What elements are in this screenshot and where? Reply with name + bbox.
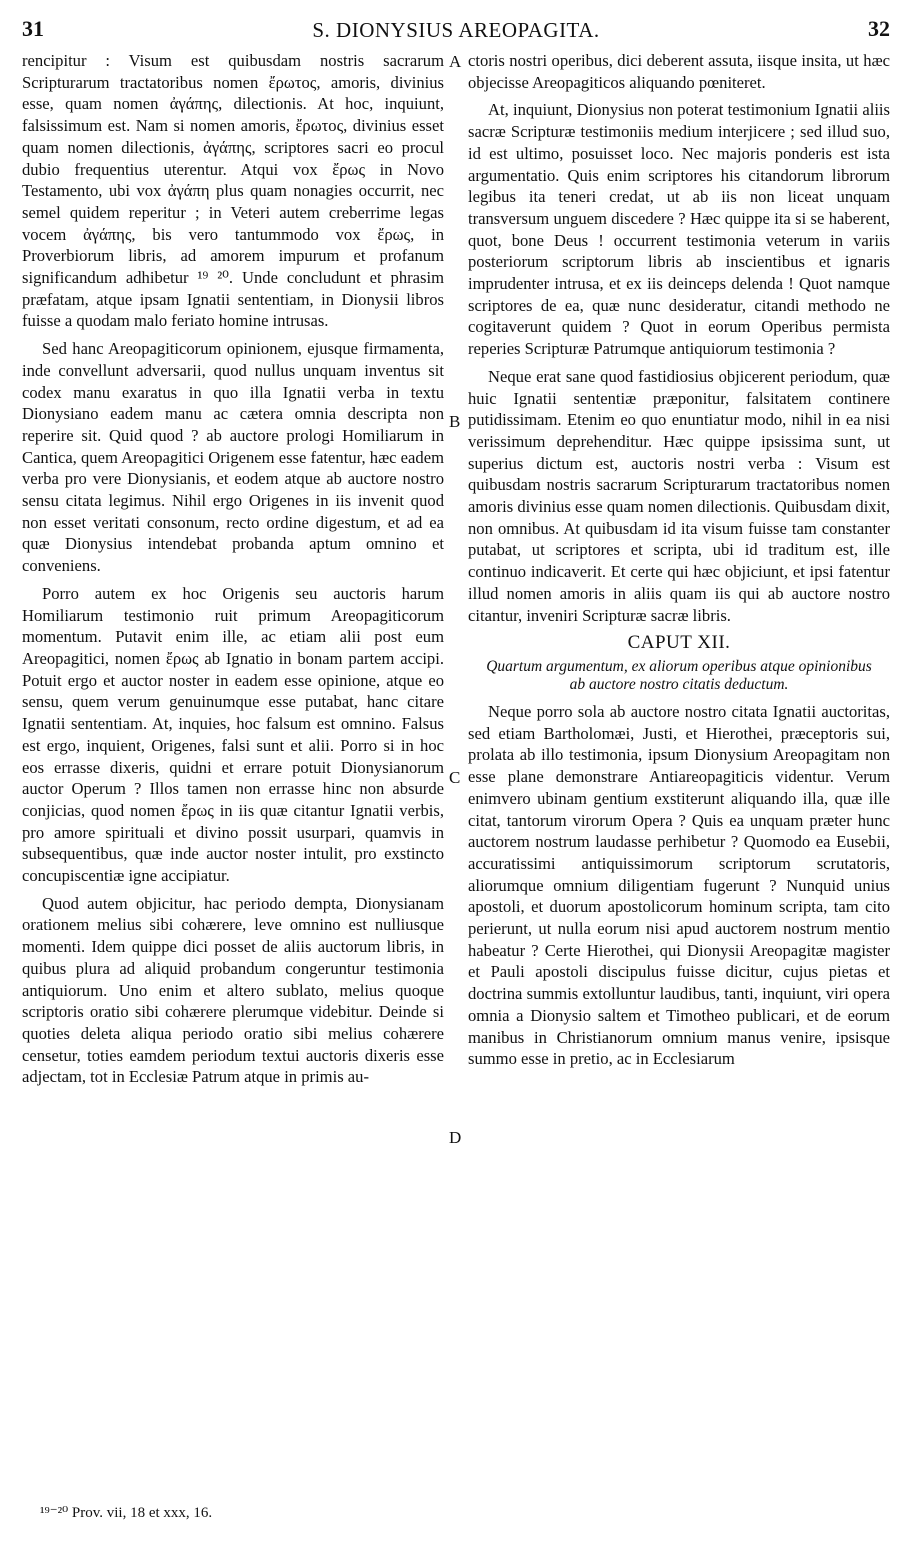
chapter-subtitle: Quartum argumentum, ex aliorum operibus atque opinionibus ab auctore nostro citatis deductum. <box>486 657 872 694</box>
margin-marker-a: A <box>449 52 462 71</box>
page-number-left: 31 <box>22 16 44 41</box>
paragraph: ctoris nostri operibus, dici deberent assuta, iisque insita, ut hæc objecisse Areopagiticos aliquando pœniteret. <box>468 51 890 92</box>
margin-marker-d: D <box>449 1128 462 1147</box>
right-column <box>468 50 890 1070</box>
margin-marker-c: C <box>449 768 461 787</box>
paragraph: Porro autem ex hoc Origenis seu auctoris harum Homiliarum testimonio ruit primum Areopagiticorum momentum. Putavit enim ille, ac etiam alii post eum Areopagitici, nomen ἔρως ab Ignatio in bonam partem accipi. Potuit ergo et auctor noster in eadem esse opinione, atque eo sensu, quem verum genuinumque esse putabat, hanc citare Ignatii sententiam. At, inquies, hoc falsum est omnino. Falsus est ergo, inquient, Origenes, falsi sunt et alii. Porro si in hoc eos errasse dixeris, quidni et errare potuit Dionysianorum auctor Operum ? Illos tamen non errasse hinc non absurde conjicias, quod nomen ἔρως in iis quæ citantur Ignatii verbis, pro amore spirituali et divino possit usurpari, quamvis in subsequentibus, quæ inde auctor noster intulit, pro exstincto concupiscentiæ igne accipiatur. <box>22 583 444 886</box>
paragraph: Quod autem objicitur, hac periodo dempta, Dionysianam orationem melius sibi cohærere, leve omnino est nulliusque momenti. Idem quippe dici posset de aliis auctorum libris, in quibus plura ad aliquid probandum congeruntur testimonia antiquiorum. Uno enim et altero sublato, melius quoque scriptoris oratio sibi cohærere plerumque videbitur. Deinde si quoties deleta aliqua periodo oratio sibi melius cohærere censetur, toties eamdem periodum textui auctoris dixeris esse adjectam, tot in Ecclesiæ Patrum atque in primis au- <box>22 893 444 1087</box>
running-title: S. DIONYSIUS AREOPAGITA. <box>312 18 600 42</box>
page-number-right: 32 <box>868 16 890 41</box>
paragraph: rencipitur : Visum est quibusdam nostris sacrarum Scripturarum tractatoribus nomen ἔρωτος, amoris, divinius esse, quam nomen ἀγάπης, dilectionis. At hoc, inquiunt, falsissimum est. Nam si nomen amoris, ἔρωτος, divinius esset quam nomen dilectionis, ἀγάπης, scriptores sacri eo procul dubio frequentius uterentur. Atqui vox ἔρως in Novo Testamento, ubi vox ἀγάπη plus quam nonagies occurrit, nec semel quidem reperitur ; in Veteri autem creberrime legas vocem ἀγάπης, bis vero tantummodo vox ἔρως, in Proverbiorum libris, ad amorem impurum et profanum significandum adhibetur ¹⁹ ²⁰. Unde concludunt et phrasim præfatam, atque ipsam Ignatii sententiam, in Dionysii libros fuisse a quodam malo feriato homine intrusas. <box>22 51 444 331</box>
running-header <box>22 16 890 44</box>
paragraph: Neque erat sane quod fastidiosius objicerent periodum, quæ huic Ignatii sententiæ præponitur, falsitatem continere putidissimam. Etenim eo quo enuntiatur modo, nihil in ea nisi verissimum deprehenditur. Hæc quippe ipsissima sunt, ut superius dictum est, auctoris nostri verba : Visum est quibusdam nostris sacrarum Scripturarum tractatoribus nomen amoris divinius esse quam nomen dilectionis. Quibusdam dixit, non omnibus. At quibusdam id ita visum fuisse tam constanter putabat, ut scriptores et scripta, ubi id traditum est, ille continuo indicaverit. Et certe qui hæc objiciunt, et ipsi fatentur illud nomen amoris in aliis quam iis qui ab auctore nostro citantur, inveniri Scripturæ sacræ libris. <box>468 366 890 625</box>
paragraph: Sed hanc Areopagiticorum opinionem, ejusque firmamenta, inde convellunt adversarii, quod nullus unquam inventus sit codex manu exaratus in quo illa Ignatii verba in textu Dionysiano eadem manu ac cætera omnia descripta non reperire sit. Quid quod ? ab auctore prologi Homiliarum in Cantica, quem Areopagitici Origenem esse fatentur, hæc eadem verba pro vere Dionysianis, et eodem atque ab auctore nostro sensu citata legimus. Nihil ergo Origenes in iis invenit quod non esset veritati consonum, recto ordine digestum, et ad ea quæ Dionysius intendebat probanda aptum omnino et conveniens. <box>22 339 444 576</box>
chapter-title: CAPUT XII. <box>627 632 731 654</box>
paragraph: At, inquiunt, Dionysius non poterat testimonium Ignatii aliis sacræ Scripturæ testimoniis medium interjicere ; sed illud suo, id est ultimo, posuisset loco. Nec majoris ponderis est ista argumentatio. Quis enim scriptores his citandorum librorum legibus ita teneri credat, ut ab iis non liceat unquam transversum unguem discedere ? Hæc quippe ita si se haberent, quot, bone Deus ! occurrent testimonia veterum in variis posteriorum scriptorum libris ab inscientibus et ignaris imprudenter intrusa, et ex iis deinceps delenda ! Quot namque scriptores de ea, quæ nunc desideratur, citandi methodo ne cogitaverunt quidem ? Quot in eorum Operibus permista reperies Scripturæ Patrumque antiquiorum testimonia ? <box>468 100 890 359</box>
margin-marker-b: B <box>449 412 461 431</box>
paragraph: Neque porro sola ab auctore nostro citata Ignatii auctoritas, sed etiam Bartholomæi, Justi, et Hierothei, præceptoris sui, prolata ab illo testimonia, ipsum Dionysium Areopagitam non esse plane demonstrare Antiareopagiticis videntur. Verum enimvero ubinam gentium exstiterunt aliquando illa, quæ ille citat, tantorum virorum Opera ? Quis ea unquam præter hunc auctorem nostrum laudasse perhibetur ? Quomodo ea Eusebii, accuratissimi antiquissimorum scriptorum scrutatoris, aliorumque omnium diligentiam fugerunt ? Nunquid unius apostoli, et duorum apostolicorum hominum scripta, tam cito perierunt, ut nulla eorum nisi apud auctorem nostrum mentio habeatur ? Certe Hierothei, qui Dionysii Areopagitæ magister et Pauli apostoli discipulus fuisse dicitur, cujus pietas et doctrina summis extolluntur laudibus, tanti, inquiunt, viri opera omnia a Dionysio saltem et Timotheo publicari, et de eorum manibus in Christianorum omnium manus venire, ipsisque summo esse in pretio, ac in Ecclesiarum <box>468 701 890 1069</box>
footnote: ¹⁹⁻²⁰ Prov. vii, 18 et xxx, 16. <box>40 1505 213 1521</box>
left-column <box>22 50 444 1088</box>
